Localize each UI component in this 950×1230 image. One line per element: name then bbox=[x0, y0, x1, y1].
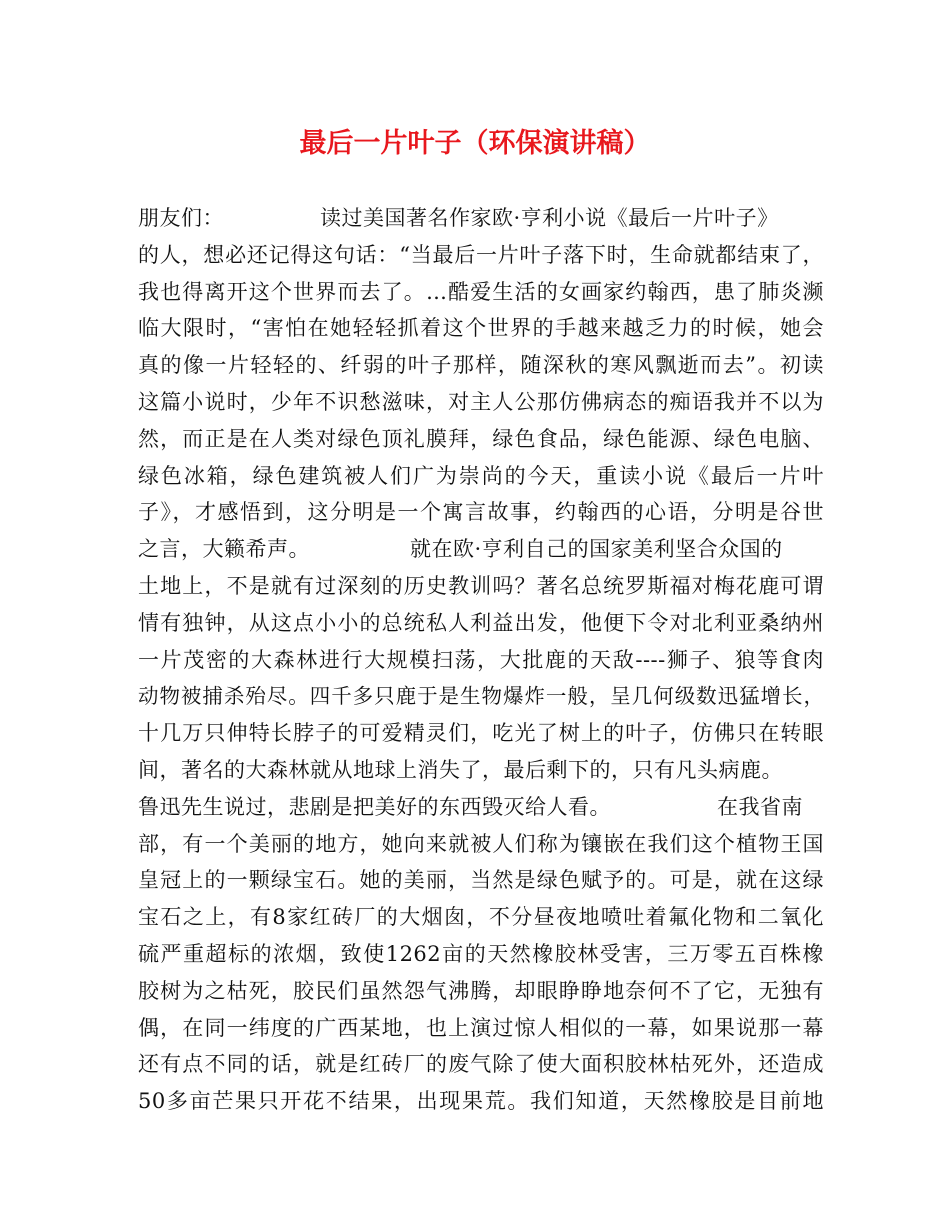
text-line: 临大限时，“害怕在她轻轻抓着这个世界的手越来越乏力的时候，她会 bbox=[138, 316, 824, 341]
text-line: 偶，在同一纬度的广西某地，也上演过惊人相似的一幕，如果说那一幕 bbox=[138, 1015, 824, 1040]
text-line: 皇冠上的一颗绿宝石。她的美丽，当然是绿色赋予的。可是，就在这绿 bbox=[138, 868, 824, 893]
text-line: 部，有一个美丽的地方，她向来就被人们称为镶嵌在我们这个植物王国 bbox=[138, 831, 824, 856]
text-line: 硫严重超标的浓烟，致使1262亩的天然橡胶林受害，三万零五百株橡 bbox=[138, 941, 824, 966]
text-line bbox=[138, 200, 824, 237]
text-line: 宝石之上，有8家红砖厂的大烟囱，不分昼夜地喷吐着氟化物和二氧化 bbox=[138, 905, 824, 930]
document-title: 最后一片叶子（环保演讲稿） bbox=[299, 128, 651, 159]
salutation: 朋友们： bbox=[138, 206, 224, 230]
text-line: 土地上，不是就有过深刻的历史教训吗？著名总统罗斯福对梅花鹿可谓 bbox=[138, 573, 824, 598]
text-line: 然，而正是在人类对绿色顶礼膜拜，绿色食品，绿色能源、绿色电脑、 bbox=[138, 426, 824, 451]
text-line: 动物被捕杀殆尽。四千多只鹿于是生物爆炸一般，呈几何级数迅猛增长， bbox=[138, 684, 824, 709]
text-line: 间，著名的大森林就从地球上消失了，最后剩下的，只有凡头病鹿。 bbox=[138, 757, 783, 782]
text-line: 真的像一片轻轻的、纤弱的叶子那样，随深秋的寒风飘逝而去”。初读 bbox=[138, 353, 824, 378]
text-line bbox=[138, 789, 824, 826]
text-line: 我也得离开这个世界而去了。…酷爱生活的女画家约翰西，患了肺炎濒 bbox=[138, 279, 824, 304]
text-line: 十几万只伸特长脖子的可爱精灵们，吃光了树上的叶子，仿佛只在转眼 bbox=[138, 721, 824, 746]
text-line: 还有点不同的话，就是红砖厂的废气除了使大面积胶林枯死外，还造成 bbox=[138, 1052, 824, 1077]
text-line: 子》，才感悟到，这分明是一个寓言故事，约翰西的心语，分明是谷世 bbox=[138, 500, 824, 525]
text-line: 的人，想必还记得这句话：“当最后一片叶子落下时，生命就都结束了， bbox=[138, 242, 824, 267]
text-line: 一片茂密的大森林进行大规模扫荡，大批鹿的天敌----狮子、狼等食肉 bbox=[138, 647, 824, 672]
text-line: 绿色冰箱，绿色建筑被人们广为崇尚的今天，重读小说《最后一片叶 bbox=[138, 463, 824, 488]
text-line: 胶树为之枯死，胶民们虽然怨气沸腾，却眼睁睁地奈何不了它，无独有 bbox=[138, 978, 824, 1003]
text-line: 情有独钟，从这点小小的总统私人利益出发，他便下令对北利亚桑纳州 bbox=[138, 610, 824, 635]
text-line bbox=[138, 531, 824, 568]
text-line: 50多亩芒果只开花不结果，出现果荒。我们知道，天然橡胶是目前地 bbox=[138, 1089, 824, 1114]
document-body bbox=[138, 200, 824, 1120]
text-segment: 就在欧·亨利自己的国家美利坚合众国的 bbox=[410, 537, 783, 562]
text-segment: 鲁迅先生说过，悲剧是把美好的东西毁灭给人看。 bbox=[138, 794, 611, 819]
text-line: 这篇小说时，少年不识愁滋味，对主人公那仿佛病态的痴语我并不以为 bbox=[138, 389, 824, 414]
text-segment: 读过美国著名作家欧·亨利小说《最后一片叶子》 bbox=[320, 206, 779, 230]
text-segment: 在我省南 bbox=[717, 794, 803, 819]
text-segment: 之言，大籁希声。 bbox=[138, 537, 310, 562]
